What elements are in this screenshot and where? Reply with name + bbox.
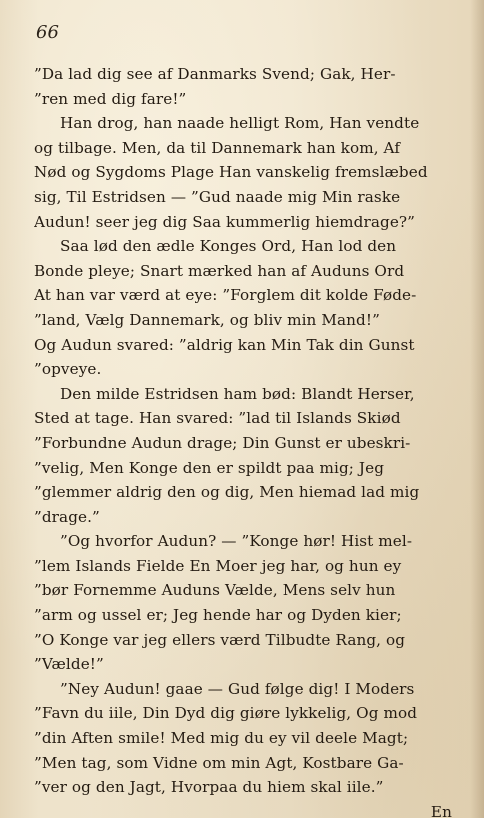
text-line: ”glemmer aldrig den og dig, Men hiemad lad mig <box>34 483 420 502</box>
text-line: ”Forbundne Audun drage; Din Gunst er ubeskri- <box>34 433 411 452</box>
text-line: Sted at tage. Han svared: ”lad til Islands Skiød <box>34 409 401 428</box>
text-line: ”ver og den Jagt, Hvorpaa du hiem skal iile.” <box>34 778 384 797</box>
text-line: At han var værd at eye: ”Forglem dit kolde Føde- <box>34 286 417 305</box>
text-line: og tilbage. Men, da til Dannemark han kom, Af <box>34 138 401 157</box>
text-line: ”Da lad dig see af Danmarks Svend; Gak, Her- <box>34 65 396 83</box>
text-line: Nød og Sygdoms Plage Han vanskelig fremslæbed <box>34 163 428 182</box>
text-line: ”Og hvorfor Audun? — ”Konge hør! Hist mel- <box>60 532 413 551</box>
text-line: ”Favn du iile, Din Dyd dig giøre lykkelig, Og mod <box>34 704 418 723</box>
text-line: ”drage.” <box>34 507 100 526</box>
text-line: ”Men tag, som Vidne om min Agt, Kostbare Ga- <box>34 753 404 772</box>
text-line: ”Ney Audun! gaae — Gud følge dig! I Moders <box>60 679 415 698</box>
text-line: Han drog, han naade helligt Rom, Han vendte <box>60 114 420 133</box>
text-line: Audun! seer jeg dig Saa kummerlig hiemdrage?” <box>34 212 416 231</box>
text-line: ”opveye. <box>34 360 102 379</box>
page-edge-shadow <box>470 0 484 818</box>
text-line: ”Vælde!” <box>34 655 104 674</box>
text-line: Saa lød den ædle Konges Ord, Han lod den <box>60 237 397 256</box>
page-number: 66 <box>36 22 59 43</box>
text-line: sig, Til Estridsen — ”Gud naade mig Min raske <box>34 187 401 206</box>
text-line: ”bør Fornemme Auduns Vælde, Mens selv hun <box>34 581 396 600</box>
text-line: ”land, Vælg Dannemark, og bliv min Mand!” <box>34 310 380 329</box>
text-line: ”arm og ussel er; Jeg hende har og Dyden kier; <box>34 606 402 625</box>
text-line: ”din Aften smile! Med mig du ey vil deele Magt; <box>34 729 409 748</box>
poem-text-block <box>34 62 464 818</box>
text-line: ”lem Islands Fielde En Moer jeg har, og hun ey <box>34 556 402 575</box>
text-line: Den milde Estridsen ham bød: Blandt Herser, <box>60 384 415 403</box>
text-line: ”ren med dig fare!” <box>34 89 187 108</box>
catchword: En <box>430 802 452 818</box>
text-line: ”velig, Men Konge den er spildt paa mig; Jeg <box>34 458 385 477</box>
text-line: ”O Konge var jeg ellers værd Tilbudte Rang, og <box>34 630 406 649</box>
text-line: Og Audun svared: ”aldrig kan Min Tak din Gunst <box>34 335 415 354</box>
text-line: Bonde pleye; Snart mærked han af Auduns Ord <box>34 261 405 280</box>
